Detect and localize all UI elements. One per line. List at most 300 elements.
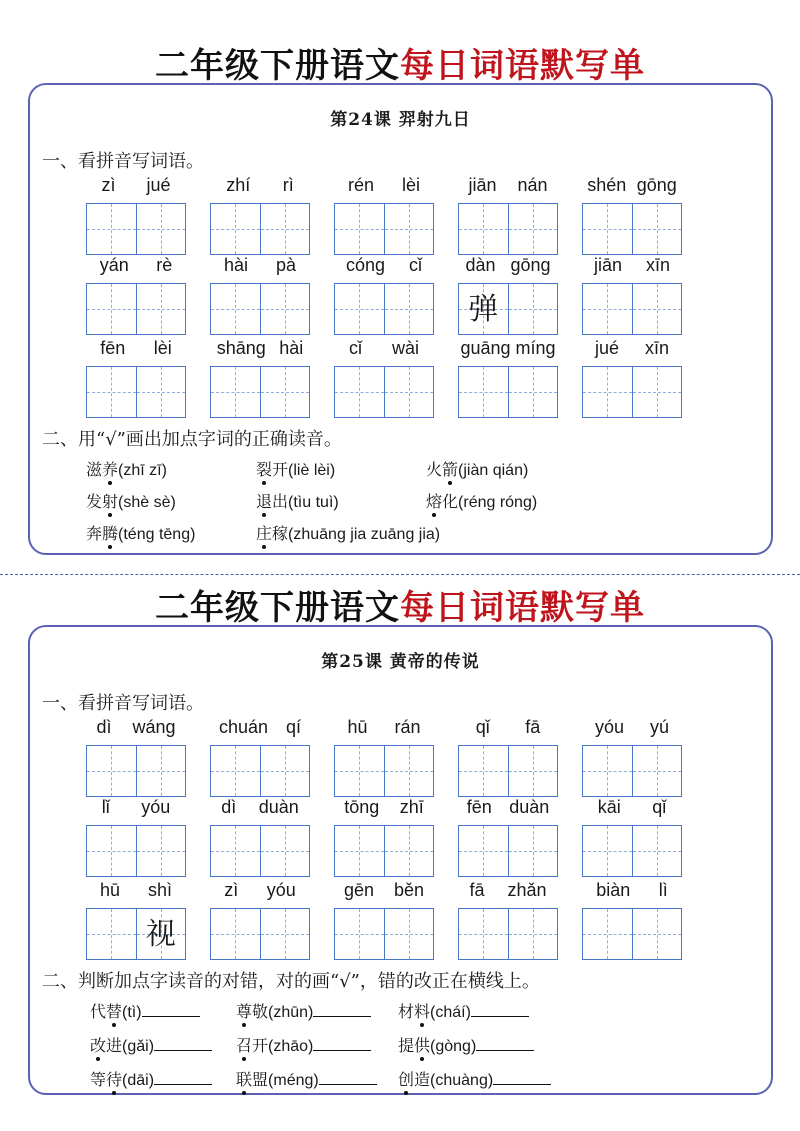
dotted-character: 替 — [106, 1002, 123, 1021]
word-suffix: 进 — [106, 1036, 123, 1055]
word-prefix: 火 — [426, 460, 443, 479]
sheet2-card — [28, 625, 773, 1095]
pinyin-label — [334, 175, 434, 201]
character-square[interactable] — [459, 826, 508, 876]
pinyin-label — [334, 338, 434, 364]
pinyin-label — [458, 255, 558, 281]
word-prefix: 奔 — [86, 524, 103, 543]
pinyin-label — [582, 175, 682, 201]
word-suffix: 出 — [272, 492, 289, 511]
pinyin-syllable: jué — [594, 338, 620, 358]
character-square[interactable] — [508, 284, 558, 334]
writing-box — [458, 203, 558, 255]
pinyin-syllable: hū — [347, 717, 368, 737]
judge-item[interactable] — [236, 1067, 377, 1090]
dotted-character: 供 — [414, 1036, 431, 1055]
character-square[interactable] — [632, 909, 682, 959]
pinyin-label — [210, 797, 310, 823]
pinyin-reading: (gòng) — [430, 1038, 477, 1055]
word-prefix: 材 — [398, 1002, 415, 1021]
pinyin-syllable: lǐ — [101, 797, 110, 817]
pinyin-reading: (tì) — [122, 1004, 142, 1021]
judge-item[interactable] — [236, 999, 371, 1022]
character-square[interactable] — [508, 746, 558, 796]
pinyin-label — [210, 880, 310, 906]
dotted-character: 改 — [90, 1036, 107, 1055]
character-square[interactable] — [211, 204, 260, 254]
pinyin-label — [86, 255, 186, 281]
dotted-character: 熔 — [426, 492, 443, 511]
reading-choice-item[interactable] — [86, 457, 167, 480]
word-cell — [458, 175, 558, 255]
pinyin-reading: (shè sè) — [118, 494, 176, 511]
character-square[interactable] — [384, 284, 434, 334]
pinyin-syllable: lèi — [401, 175, 420, 195]
answer-blank-line[interactable] — [154, 1071, 212, 1085]
pinyin-syllable: hū — [99, 880, 121, 900]
pinyin-label — [210, 255, 310, 281]
judge-item[interactable] — [90, 999, 200, 1022]
pinyin-reading: (zhuāng jia zuāng jia) — [288, 526, 441, 543]
pinyin-label — [458, 797, 558, 823]
character-square[interactable] — [87, 746, 136, 796]
writing-box — [334, 366, 434, 418]
character-square[interactable] — [136, 284, 186, 334]
pinyin-syllable: dì — [221, 797, 237, 817]
word-cell — [458, 797, 558, 877]
reading-choice-item[interactable] — [426, 489, 537, 512]
writing-box — [334, 825, 434, 877]
character-square[interactable] — [87, 367, 136, 417]
pinyin-reading: (téng tēng) — [118, 526, 196, 543]
character-square[interactable] — [136, 746, 186, 796]
pinyin-label — [582, 338, 682, 364]
reading-choice-item[interactable] — [86, 489, 176, 512]
pinyin-syllable: zhǎn — [507, 880, 547, 900]
writing-box — [582, 203, 682, 255]
pinyin-syllable: qǐ — [652, 797, 667, 817]
character-square[interactable] — [335, 909, 384, 959]
sheet2-title-dictation: 每日词语默写单 — [400, 588, 645, 628]
word-cell — [582, 880, 682, 960]
writing-box — [210, 908, 310, 960]
pinyin-label — [210, 717, 310, 743]
character-square[interactable] — [335, 367, 384, 417]
pinyin-syllable: yóu — [141, 797, 171, 817]
character-square[interactable] — [384, 367, 434, 417]
character-square[interactable] — [260, 826, 310, 876]
writing-box — [86, 745, 186, 797]
writing-box — [86, 366, 186, 418]
word-cell — [582, 717, 682, 797]
writing-box — [582, 825, 682, 877]
word-cell — [86, 255, 186, 335]
character-square[interactable] — [136, 204, 186, 254]
answer-blank-line[interactable] — [493, 1071, 551, 1085]
sheet2-lesson-title: 第25课 黄帝的传说 — [321, 652, 480, 672]
character-square[interactable] — [136, 909, 186, 959]
character-square[interactable] — [583, 746, 632, 796]
character-square[interactable] — [211, 746, 260, 796]
pinyin-label — [334, 880, 434, 906]
character-square[interactable] — [459, 367, 508, 417]
reading-choice-item[interactable] — [426, 457, 528, 480]
pinyin-label — [86, 338, 186, 364]
pinyin-label — [458, 717, 558, 743]
character-square[interactable] — [583, 367, 632, 417]
pinyin-reading: (chuàng) — [430, 1072, 494, 1089]
pinyin-label — [582, 797, 682, 823]
sheet2-section2-heading: 二、判断加点字读音的对错，对的画“√”，错的改正在横线上。 — [42, 971, 540, 992]
character-square[interactable] — [335, 746, 384, 796]
pinyin-syllable: qǐ — [475, 717, 490, 737]
character-square[interactable] — [459, 746, 508, 796]
word-cell — [458, 255, 558, 335]
sheet1-title-grade: 二年级下册语文 — [155, 46, 400, 86]
sheet2-section1-heading: 一、看拼音写词语。 — [42, 693, 204, 714]
word-cell — [210, 175, 310, 255]
pinyin-syllable: xīn — [644, 338, 669, 358]
word-cell — [210, 797, 310, 877]
dotted-character: 射 — [102, 492, 119, 511]
character-square[interactable] — [583, 284, 632, 334]
pinyin-syllable: zì — [101, 175, 116, 195]
character-square[interactable] — [87, 909, 136, 959]
character-square[interactable] — [335, 826, 384, 876]
pinyin-reading: (zhī zī) — [118, 462, 167, 479]
word-suffix: 盟 — [252, 1070, 269, 1089]
word-suffix: 开 — [272, 460, 289, 479]
pinyin-syllable: guāng — [460, 338, 511, 358]
pinyin-label — [458, 880, 558, 906]
word-cell — [582, 175, 682, 255]
writing-box — [458, 366, 558, 418]
character-square[interactable] — [459, 909, 508, 959]
character-square[interactable] — [211, 284, 260, 334]
word-prefix: 代 — [90, 1002, 107, 1021]
character-square[interactable] — [136, 826, 186, 876]
pinyin-syllable: kāi — [597, 797, 621, 817]
character-square[interactable] — [632, 746, 682, 796]
pinyin-label — [86, 797, 186, 823]
pinyin-syllable: hài — [279, 338, 304, 358]
pinyin-syllable: lì — [658, 880, 668, 900]
sheet1-section2-heading: 二、用“√”画出加点字词的正确读音。 — [42, 429, 342, 450]
reading-choice-item[interactable] — [86, 521, 195, 544]
dotted-character: 待 — [106, 1070, 123, 1089]
pinyin-syllable: jué — [146, 175, 171, 195]
writing-box — [334, 745, 434, 797]
writing-box — [86, 908, 186, 960]
character-square[interactable] — [211, 909, 260, 959]
word-cell — [582, 797, 682, 877]
pinyin-syllable: cǐ — [409, 255, 422, 275]
pinyin-label — [86, 717, 186, 743]
pinyin-syllable: biàn — [596, 880, 631, 900]
dotted-character: 退 — [256, 492, 273, 511]
character-square[interactable] — [335, 284, 384, 334]
character-square[interactable] — [508, 204, 558, 254]
character-square[interactable] — [583, 909, 632, 959]
pinyin-syllable: yú — [649, 717, 669, 737]
pinyin-syllable: rán — [394, 717, 421, 737]
pinyin-reading: (réng róng) — [458, 494, 538, 511]
pinyin-syllable: rén — [347, 175, 374, 195]
pinyin-syllable: zhí — [226, 175, 251, 195]
pinyin-reading: (zhāo) — [268, 1038, 314, 1055]
sheet1-title — [0, 38, 800, 87]
word-suffix: 化 — [442, 492, 459, 511]
dotted-character: 召 — [236, 1036, 253, 1055]
writing-box — [86, 825, 186, 877]
judge-item[interactable] — [398, 999, 529, 1022]
character-square[interactable] — [384, 826, 434, 876]
judge-item[interactable] — [236, 1033, 371, 1056]
character-square[interactable] — [632, 367, 682, 417]
character-square[interactable] — [87, 204, 136, 254]
pinyin-syllable: fēn — [100, 338, 126, 358]
pinyin-reading: (liè lèi) — [288, 462, 336, 479]
answer-blank-line[interactable] — [142, 1003, 200, 1017]
character-square[interactable] — [384, 746, 434, 796]
dotted-character: 创 — [398, 1070, 415, 1089]
dotted-character: 尊 — [236, 1002, 253, 1021]
pinyin-syllable: tōng — [344, 797, 380, 817]
pinyin-syllable: fā — [469, 880, 485, 900]
answer-blank-line[interactable] — [313, 1037, 371, 1051]
character-square[interactable] — [260, 204, 310, 254]
pinyin-label — [334, 717, 434, 743]
character-square[interactable] — [508, 826, 558, 876]
character-square[interactable] — [632, 204, 682, 254]
sheet1-section1-heading: 一、看拼音写词语。 — [42, 151, 204, 172]
word-cell — [334, 175, 434, 255]
judge-item[interactable] — [90, 1033, 212, 1056]
pinyin-syllable: rè — [156, 255, 173, 275]
pinyin-reading: (gǎi) — [122, 1038, 155, 1055]
dotted-character: 腾 — [102, 524, 119, 543]
pinyin-syllable: wài — [391, 338, 419, 358]
pinyin-syllable: běn — [393, 880, 425, 900]
sheet2-title-grade: 二年级下册语文 — [155, 588, 400, 628]
word-prefix: 提 — [398, 1036, 415, 1055]
dotted-character: 裂 — [256, 460, 273, 479]
writing-box — [582, 366, 682, 418]
sheet1-lesson-title: 第24课 羿射九日 — [330, 110, 471, 130]
character-square[interactable] — [87, 826, 136, 876]
word-cell — [582, 338, 682, 418]
character-square[interactable] — [136, 367, 186, 417]
pinyin-label — [458, 338, 558, 364]
writing-box — [334, 908, 434, 960]
pinyin-reading: (méng) — [268, 1072, 319, 1089]
writing-box — [582, 283, 682, 335]
writing-box — [210, 203, 310, 255]
pinyin-syllable: gēn — [343, 880, 375, 900]
word-cell — [210, 717, 310, 797]
pinyin-syllable: shāng — [216, 338, 266, 358]
judge-item[interactable] — [398, 1033, 534, 1056]
cut-line-divider — [0, 574, 800, 575]
word-cell — [86, 175, 186, 255]
character-square[interactable] — [260, 284, 310, 334]
written-character: 弹 — [468, 292, 499, 327]
pinyin-syllable: yóu — [594, 717, 625, 737]
pinyin-syllable: wáng — [132, 717, 176, 737]
pinyin-syllable: dàn — [465, 255, 496, 275]
pinyin-syllable: zhī — [399, 797, 424, 817]
pinyin-reading: (cháí) — [430, 1004, 471, 1021]
judge-item[interactable] — [90, 1067, 212, 1090]
character-square[interactable] — [384, 204, 434, 254]
character-square[interactable] — [260, 746, 310, 796]
writing-box — [458, 283, 558, 335]
writing-box — [458, 825, 558, 877]
pinyin-label — [582, 717, 682, 743]
pinyin-syllable: zì — [224, 880, 239, 900]
pinyin-syllable: fēn — [466, 797, 492, 817]
answer-blank-line[interactable] — [313, 1003, 371, 1017]
character-square[interactable] — [508, 909, 558, 959]
word-cell — [582, 255, 682, 335]
pinyin-label — [86, 175, 186, 201]
writing-box — [86, 203, 186, 255]
word-cell — [458, 338, 558, 418]
pinyin-reading: (jiàn qián) — [458, 462, 529, 479]
pinyin-label — [210, 338, 310, 364]
word-prefix: 滋 — [86, 460, 103, 479]
word-cell — [210, 880, 310, 960]
word-prefix: 发 — [86, 492, 103, 511]
answer-blank-line[interactable] — [476, 1037, 534, 1051]
pinyin-syllable: chuán — [218, 717, 269, 737]
character-square[interactable] — [384, 909, 434, 959]
pinyin-syllable: duàn — [509, 797, 550, 817]
word-cell — [86, 338, 186, 418]
pinyin-syllable: qí — [286, 717, 302, 737]
word-cell — [334, 717, 434, 797]
word-cell — [334, 255, 434, 335]
pinyin-syllable: hài — [223, 255, 249, 275]
dotted-character: 联 — [236, 1070, 253, 1089]
character-square[interactable] — [508, 367, 558, 417]
dotted-character: 养 — [102, 460, 119, 479]
writing-box — [582, 908, 682, 960]
word-suffix: 开 — [252, 1036, 269, 1055]
pinyin-syllable: nán — [517, 175, 548, 195]
answer-blank-line[interactable] — [471, 1003, 529, 1017]
pinyin-syllable: duàn — [258, 797, 299, 817]
writing-box — [210, 825, 310, 877]
character-square[interactable] — [211, 367, 260, 417]
pinyin-syllable: jiān — [468, 175, 497, 195]
pinyin-syllable: xīn — [645, 255, 670, 275]
character-square[interactable] — [583, 204, 632, 254]
pinyin-syllable: míng — [515, 338, 556, 358]
reading-choice-item[interactable] — [256, 457, 335, 480]
answer-blank-line[interactable] — [319, 1071, 377, 1085]
character-square[interactable] — [260, 909, 310, 959]
word-cell — [210, 255, 310, 335]
pinyin-syllable: lèi — [153, 338, 172, 358]
dotted-character: 料 — [414, 1002, 431, 1021]
pinyin-syllable: pà — [275, 255, 297, 275]
writing-box — [458, 908, 558, 960]
character-square[interactable] — [583, 826, 632, 876]
character-square[interactable] — [87, 284, 136, 334]
pinyin-syllable: yán — [99, 255, 129, 275]
character-square[interactable] — [260, 367, 310, 417]
word-cell — [334, 797, 434, 877]
word-suffix: 造 — [414, 1070, 431, 1089]
pinyin-label — [210, 175, 310, 201]
word-cell — [334, 880, 434, 960]
character-square[interactable] — [459, 284, 508, 334]
word-cell — [334, 338, 434, 418]
pinyin-syllable: rì — [282, 175, 294, 195]
writing-box — [210, 283, 310, 335]
pinyin-syllable: gōng — [510, 255, 551, 275]
pinyin-syllable: shén — [587, 175, 627, 195]
character-square[interactable] — [632, 284, 682, 334]
reading-choice-item[interactable] — [256, 521, 440, 544]
word-cell — [86, 717, 186, 797]
writing-box — [86, 283, 186, 335]
writing-box — [334, 203, 434, 255]
pinyin-syllable: cóng — [345, 255, 386, 275]
writing-box — [334, 283, 434, 335]
character-square[interactable] — [459, 204, 508, 254]
pinyin-reading: (tìu tuì) — [288, 494, 339, 511]
pinyin-label — [334, 797, 434, 823]
pinyin-label — [86, 880, 186, 906]
character-square[interactable] — [335, 204, 384, 254]
word-cell — [86, 880, 186, 960]
pinyin-syllable: cǐ — [348, 338, 362, 358]
pinyin-syllable: dì — [96, 717, 112, 737]
word-cell — [86, 797, 186, 877]
written-character: 视 — [145, 917, 176, 952]
pinyin-label — [458, 175, 558, 201]
pinyin-syllable: fā — [525, 717, 541, 737]
word-suffix: 稼 — [272, 524, 289, 543]
dotted-character: 庄 — [256, 524, 273, 543]
pinyin-syllable: jiān — [593, 255, 623, 275]
pinyin-label — [334, 255, 434, 281]
sheet1-title-dictation: 每日词语默写单 — [400, 46, 645, 86]
reading-choice-item[interactable] — [256, 489, 339, 512]
word-prefix: 等 — [90, 1070, 107, 1089]
character-square[interactable] — [632, 826, 682, 876]
writing-box — [210, 745, 310, 797]
judge-item[interactable] — [398, 1067, 551, 1090]
pinyin-syllable: gōng — [636, 175, 677, 195]
word-cell — [210, 338, 310, 418]
writing-box — [458, 745, 558, 797]
writing-box — [210, 366, 310, 418]
sheet2-title — [0, 580, 800, 629]
pinyin-syllable: shì — [147, 880, 172, 900]
pinyin-reading: (dāi) — [122, 1072, 155, 1089]
answer-blank-line[interactable] — [154, 1037, 212, 1051]
sheet1-card — [28, 83, 773, 555]
word-suffix: 敬 — [252, 1002, 269, 1021]
pinyin-reading: (zhūn) — [268, 1004, 314, 1021]
character-square[interactable] — [211, 826, 260, 876]
pinyin-label — [582, 255, 682, 281]
pinyin-label — [582, 880, 682, 906]
word-cell — [458, 717, 558, 797]
